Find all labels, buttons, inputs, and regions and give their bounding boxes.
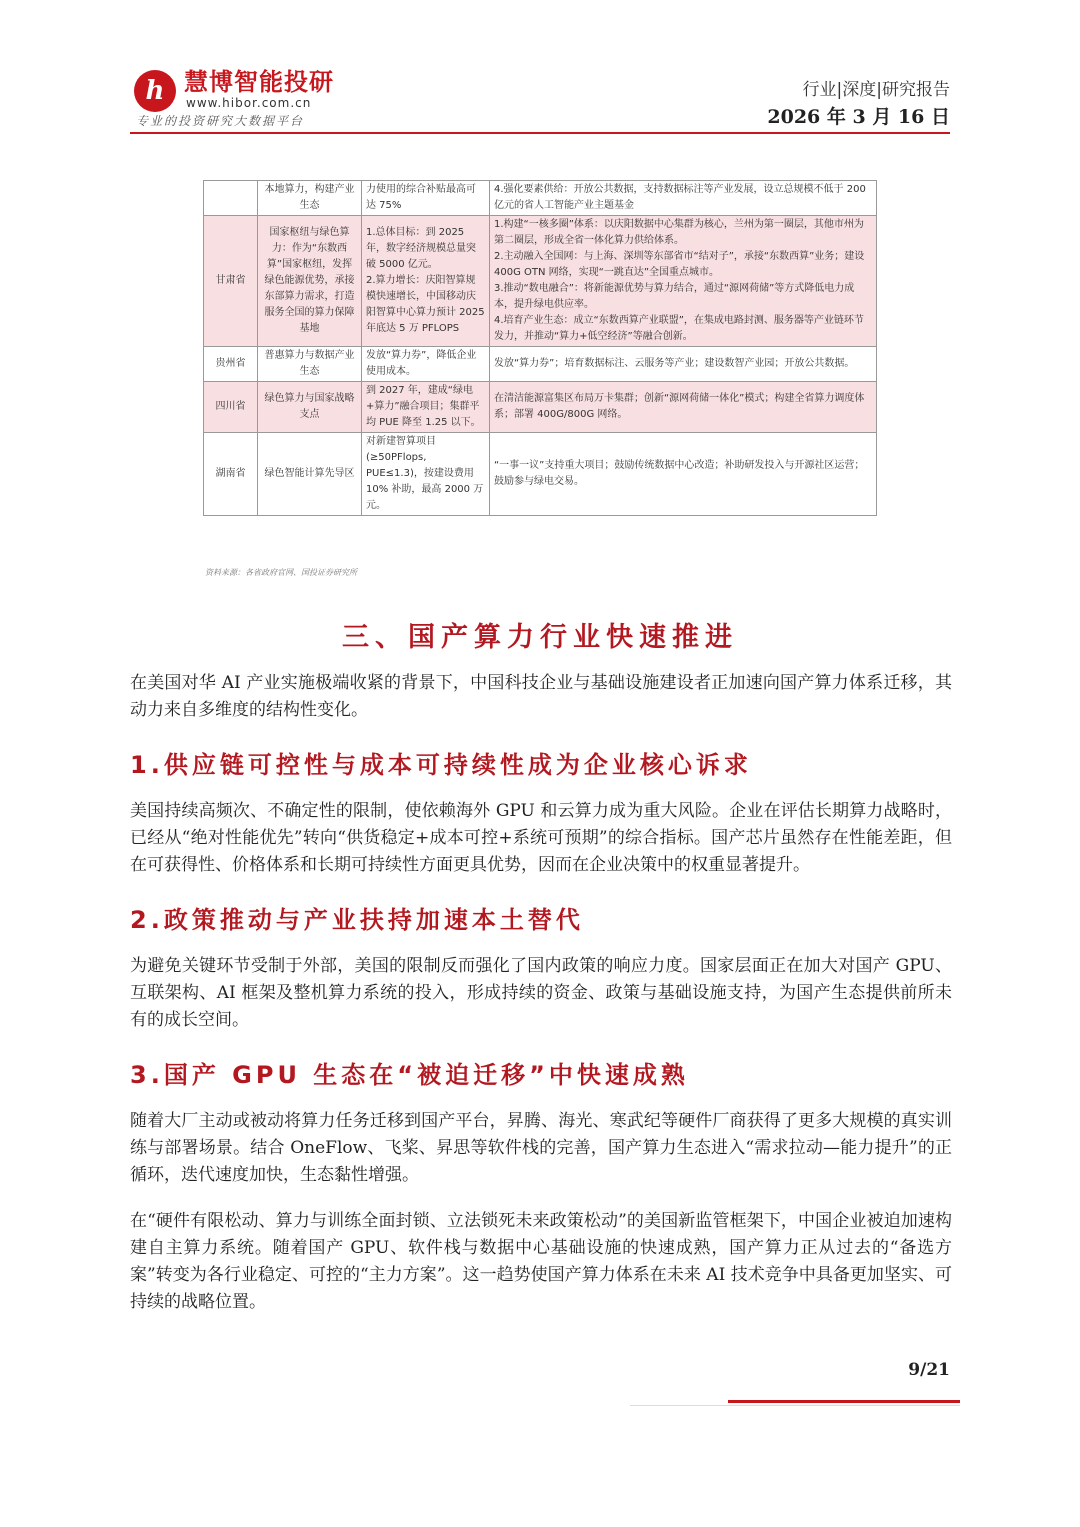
cell-target: 1.总体目标：到 2025 年，数字经济规模总量突破 5000 亿元。 2.算力增长：庆阳智算规模快速增长，中国移动庆阳智算中心算力预计 2025 年底达 5 万 PFLOPS: [362, 216, 490, 347]
logo-mark-icon: h: [134, 70, 176, 112]
cell-province: 贵州省: [204, 347, 258, 382]
footer-divider: [630, 1405, 960, 1406]
cell-measures: “一事一议”支持重大项目；鼓励传统数据中心改造；补助研发投入与开源社区运营；鼓励参与绿电交易。: [490, 433, 877, 516]
cell-target: 对新建智算项目(≥50PFlops, PUE≤1.3)，按建设费用 10% 补助，最高 2000 万元。: [362, 433, 490, 516]
province-policy-table: [203, 180, 876, 516]
footer-accent-bar: [728, 1400, 960, 1403]
cell-province: 湖南省: [204, 433, 258, 516]
table-row: [204, 382, 877, 433]
header-divider: [130, 132, 950, 134]
report-date: 2026 年 3 月 16 日: [767, 106, 950, 128]
table-source-note: 资料来源：各省政府官网、国投证券研究所: [205, 568, 357, 577]
cell-measures: 4.强化要素供给：开放公共数据，支持数据标注等产业发展，设立总规模不低于 200 亿元的省人工智能产业主题基金: [490, 181, 877, 216]
cell-province: [204, 181, 258, 216]
table-row: [204, 181, 877, 216]
logo-url: www.hibor.com.cn: [186, 96, 312, 110]
cell-positioning: 普惠算力与数据产业生态: [258, 347, 362, 382]
subsection-heading-1: 1.供应链可控性与成本可持续性成为企业核心诉求: [130, 751, 752, 779]
cell-province: 四川省: [204, 382, 258, 433]
subsection-text-3: 随着大厂主动或被动将算力任务迁移到国产平台，昇腾、海光、寒武纪等硬件厂商获得了更多大规模的真实训练与部署场景。结合 OneFlow、飞桨、昇思等软件栈的完善，国产算力生态进入“需求拉动—能力提升”的正循环，迭代速度加快，生态黏性增强。: [130, 1111, 952, 1185]
cell-target: 到 2027 年，建成“绿电+算力”融合项目；集群平均 PUE 降至 1.25 以下。: [362, 382, 490, 433]
cell-target: 力使用的综合补贴最高可达 75%: [362, 181, 490, 216]
table-row: [204, 216, 877, 347]
cell-positioning: 本地算力，构建产业生态: [258, 181, 362, 216]
table: [203, 180, 877, 516]
subsection-text-1: 美国持续高频次、不确定性的限制，使依赖海外 GPU 和云算力成为重大风险。企业在评估长期算力战略时，已经从“绝对性能优先”转向“供货稳定+成本可控+系统可预期”的综合指标。国产芯片虽然存在性能差距，但在可获得性、价格体系和长期可持续性方面更具优势，因而在企业决策中的权重显著提升。: [130, 801, 952, 875]
cell-measures: 1.构建“一核多圈”体系：以庆阳数据中心集群为核心，兰州为第一圈层，其他市州为第二圈层，形成全省一体化算力供给体系。 2.主动融入全国网：与上海、深圳等东部省市“结对子”，承接“东数西算”业务；建设 400G OTN 网络，实现“一跳直达”全国重点城市。 3.推动“数电融合”：将新能源优势与算力结合，通过“源网荷储”等方式降低电力成本，提升绿电供应率。 4.培育产业生态：成立“东数西算产业联盟”，在集成电路封测、服务器等产业链环节发力，并推动“算力+低空经济”等融合创新。: [490, 216, 877, 347]
cell-target: 发放“算力券”，降低企业使用成本。: [362, 347, 490, 382]
cell-measures: 在清洁能源富集区布局万卡集群；创新“源网荷储一体化”模式；构建全省算力调度体系；部署 400G/800G 网络。: [490, 382, 877, 433]
subsection-heading-2: 2.政策推动与产业扶持加速本土替代: [130, 906, 584, 934]
cell-positioning: 国家枢纽与绿色算力：作为“东数西算”国家枢纽，发挥绿色能源优势，承接东部算力需求，打造服务全国的算力保障基地: [258, 216, 362, 347]
logo-slogan: 专业的投资研究大数据平台: [136, 114, 305, 128]
report-type: 行业|深度|研究报告: [802, 80, 950, 100]
table-row: [204, 433, 877, 516]
section-intro: 在美国对华 AI 产业实施极端收紧的背景下，中国科技企业与基础设施建设者正加速向国产算力体系迁移，其动力来自多维度的结构性变化。: [130, 673, 952, 720]
logo-name: 慧博智能投研: [184, 68, 334, 96]
section-title: 三、国产算力行业快速推进: [342, 622, 738, 653]
subsection-heading-3: 3.国产 GPU 生态在“被迫迁移”中快速成熟: [130, 1061, 689, 1089]
cell-positioning: 绿色算力与国家战略支点: [258, 382, 362, 433]
cell-province: 甘肃省: [204, 216, 258, 347]
conclusion-paragraph: 在“硬件有限松动、算力与训练全面封锁、立法锁死未来政策松动”的美国新监管框架下，中国企业被迫加速构建自主算力系统。随着国产 GPU、软件栈与数据中心基础设施的快速成熟，国产算力正从过去的“备选方案”转变为各行业稳定、可控的“主力方案”。这一趋势使国产算力体系在未来 AI 技术竞争中具备更加坚实、可持续的战略位置。: [130, 1211, 952, 1312]
cell-measures: 发放“算力券”；培育数据标注、云服务等产业；建设数智产业园；开放公共数据。: [490, 347, 877, 382]
cell-positioning: 绿色智能计算先导区: [258, 433, 362, 516]
subsection-text-2: 为避免关键环节受制于外部，美国的限制反而强化了国内政策的响应力度。国家层面正在加大对国产 GPU、互联架构、AI 框架及整机算力系统的投入，形成持续的资金、政策与基础设施支持，为国产生态提供前所未有的成长空间。: [130, 956, 952, 1030]
page-number: 9/21: [908, 1360, 950, 1380]
table-row: [204, 347, 877, 382]
logo: [130, 66, 334, 128]
